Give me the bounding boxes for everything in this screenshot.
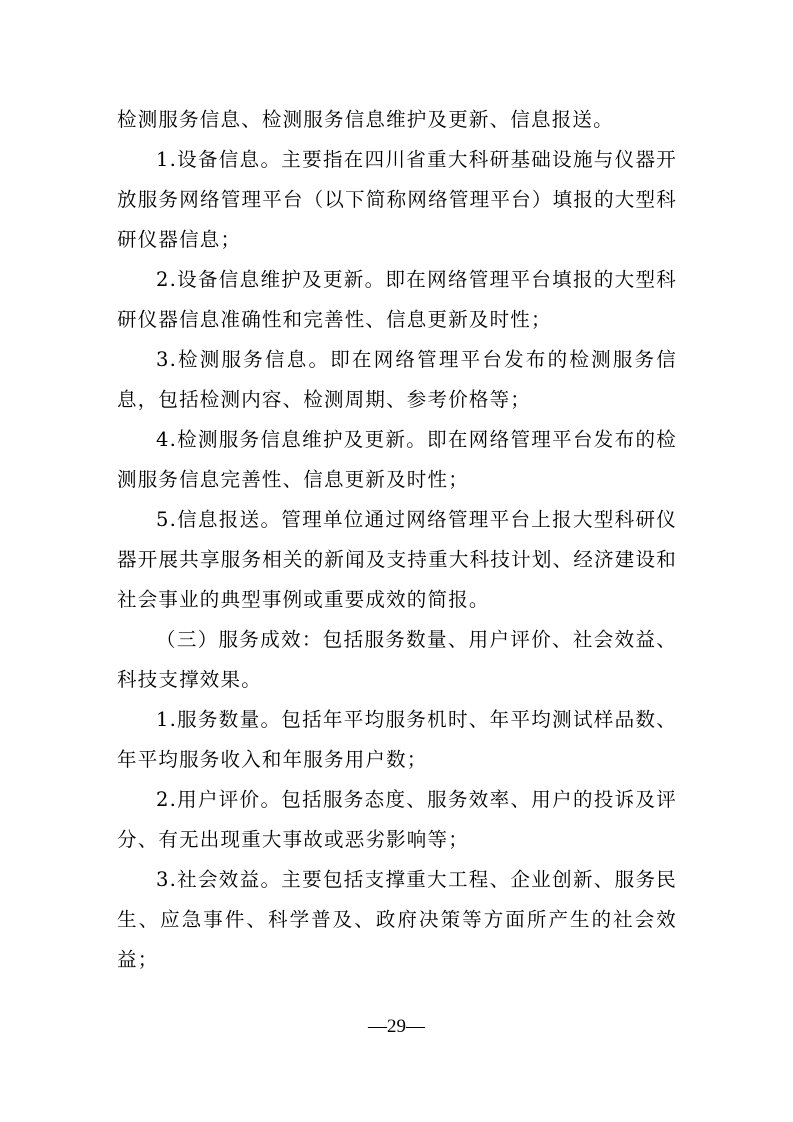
paragraph-equipment-maintenance: 2.设备信息维护及更新。即在网络管理平台填报的大型科研仪器信息准确性和完善性、信息更新及时性；: [117, 268, 677, 331]
document-body: [117, 100, 677, 980]
paragraph-equipment-info: 1.设备信息。主要指在四川省重大科研基础设施与仪器开放服务网络管理平台（以下简称网络管理平台）填报的大型科研仪器信息；: [117, 148, 677, 251]
page-number: —29—: [368, 1016, 425, 1037]
section-heading-service-results: （三）服务成效：包括服务数量、用户评价、社会效益、科技支撑效果。: [117, 628, 677, 691]
paragraph-continuation: 检测服务信息、检测服务信息维护及更新、信息报送。: [117, 108, 614, 131]
paragraph-social-benefit: 3.社会效益。主要包括支撑重大工程、企业创新、服务民生、应急事件、科学普及、政府决策等方面所产生的社会效益；: [117, 868, 677, 971]
paragraph-testing-service-info: 3.检测服务信息。即在网络管理平台发布的检测服务信息，包括检测内容、检测周期、参考价格等；: [117, 348, 677, 411]
paragraph-user-evaluation: 2.用户评价。包括服务态度、服务效率、用户的投诉及评分、有无出现重大事故或恶劣影响等；: [117, 788, 677, 851]
paragraph-info-reporting: 5.信息报送。管理单位通过网络管理平台上报大型科研仪器开展共享服务相关的新闻及支持重大科技计划、经济建设和社会事业的典型事例或重要成效的简报。: [117, 508, 677, 611]
paragraph-testing-service-maintenance: 4.检测服务信息维护及更新。即在网络管理平台发布的检测服务信息完善性、信息更新及时性；: [117, 428, 677, 491]
paragraph-service-quantity: 1.服务数量。包括年平均服务机时、年平均测试样品数、年平均服务收入和年服务用户数；: [117, 708, 677, 771]
